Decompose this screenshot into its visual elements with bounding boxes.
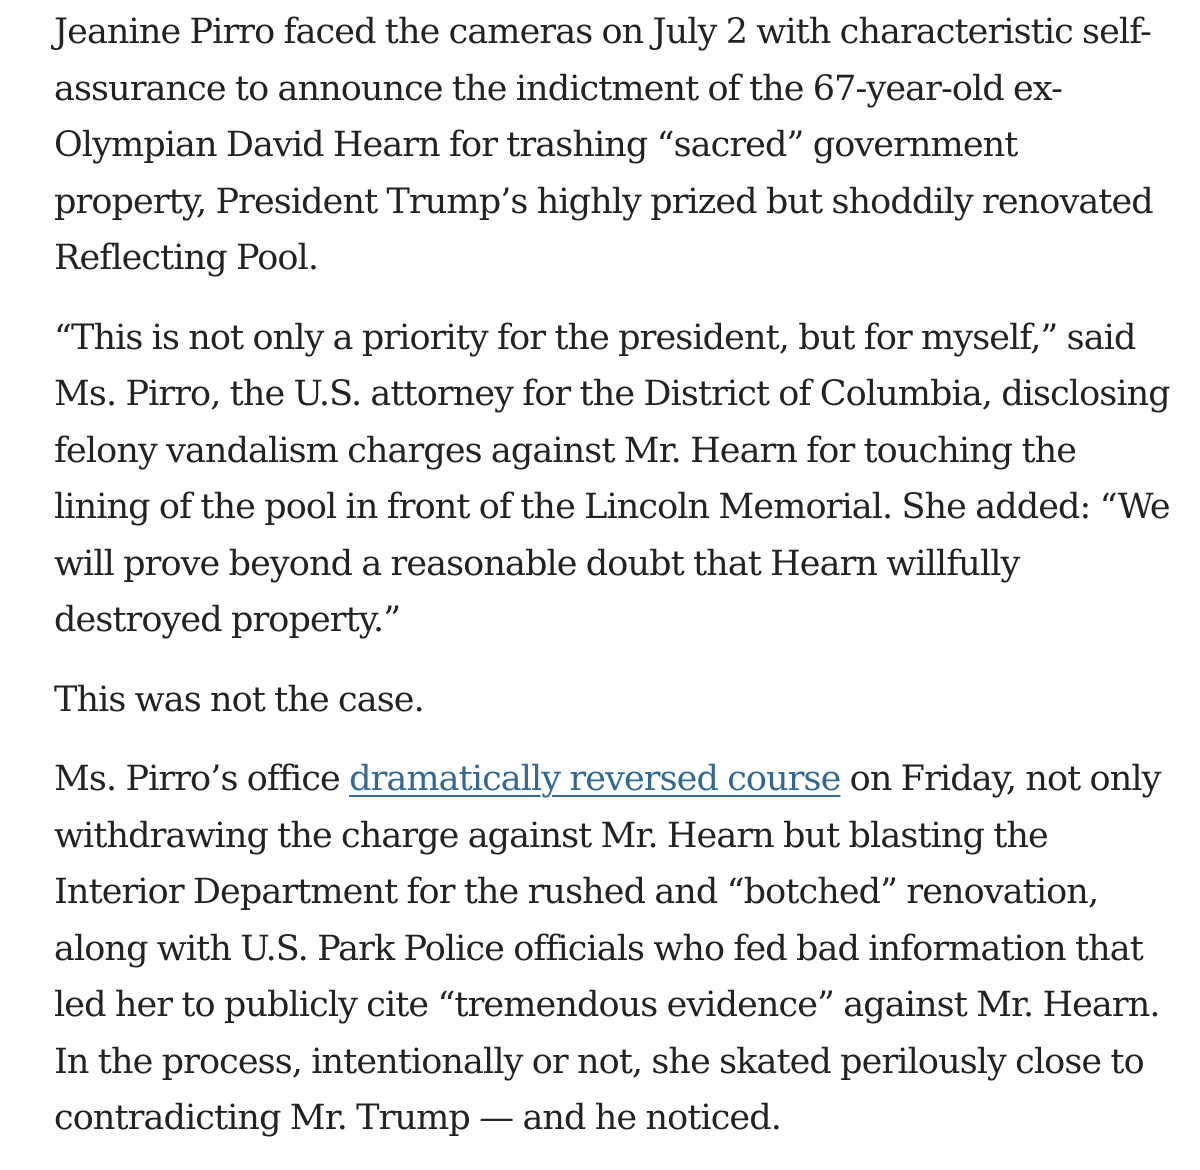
article-body bbox=[54, 4, 1174, 1170]
paragraph-4-lead-text: Ms. Pirro’s office bbox=[54, 759, 350, 799]
reversed-course-link[interactable]: dramatically reversed course bbox=[349, 759, 841, 799]
article-paragraph-1: Jeanine Pirro faced the cameras on July 2 with characteristic self-assurance to announce the indictment of the 67-year-old ex-Olympian David Hearn for trashing “sacred” government property, President Trump’s highly prized but shoddily renovated Reflecting Pool. bbox=[54, 12, 1153, 278]
article-paragraph-4 bbox=[54, 751, 1174, 1147]
article-paragraph-2: “This is not only a priority for the president, but for myself,” said Ms. Pirro, the U.S. attorney for the District of Columbia, disclosing felony vandalism charges against Mr. Hearn for touching the lining of the pool in front of the Lincoln Memorial. She added: “We will prove beyond a reasonable doubt that Hearn willfully destroyed property.” bbox=[54, 317, 1170, 640]
paragraph-4-body-text: on Friday, not only withdrawing the charge against Mr. Hearn but blasting the Interior Department for the rushed and “botched” renovation, along with U.S. Park Police officials who fed bad information that led her to publicly cite “tremendous evidence” against Mr. Hearn. In the process, intentionally or not, she skated perilously close to contradicting Mr. Trump — and he noticed. bbox=[54, 759, 1161, 1138]
article-paragraph-3: This was not the case. bbox=[54, 679, 424, 720]
